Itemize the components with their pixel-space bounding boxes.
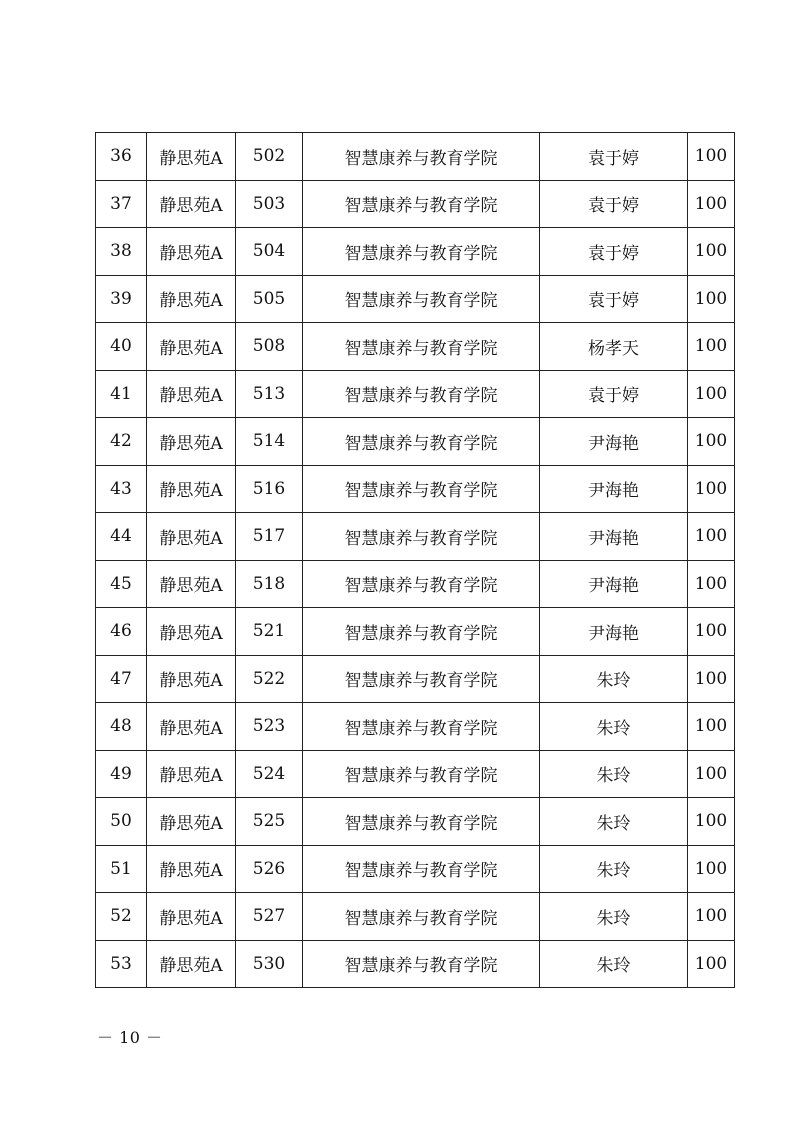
cell-score: 100 (688, 845, 735, 893)
cell-room: 527 (236, 893, 303, 941)
cell-building: 静思苑A (147, 845, 236, 893)
table-row (96, 655, 735, 703)
cell-person: 尹海艳 (540, 418, 688, 466)
cell-number: 36 (96, 133, 147, 181)
cell-room: 521 (236, 608, 303, 656)
cell-room: 518 (236, 560, 303, 608)
cell-score: 100 (688, 180, 735, 228)
cell-college: 智慧康养与教育学院 (303, 513, 540, 561)
cell-score: 100 (688, 228, 735, 276)
table-body (96, 133, 735, 988)
cell-number: 47 (96, 655, 147, 703)
cell-college: 智慧康养与教育学院 (303, 323, 540, 371)
cell-score: 100 (688, 560, 735, 608)
cell-score: 100 (688, 893, 735, 941)
cell-college: 智慧康养与教育学院 (303, 655, 540, 703)
cell-number: 37 (96, 180, 147, 228)
table-row (96, 133, 735, 181)
cell-building: 静思苑A (147, 418, 236, 466)
table-row (96, 560, 735, 608)
dormitory-score-table (95, 132, 735, 988)
cell-room: 530 (236, 940, 303, 988)
cell-building: 静思苑A (147, 133, 236, 181)
cell-score: 100 (688, 370, 735, 418)
cell-building: 静思苑A (147, 750, 236, 798)
cell-building: 静思苑A (147, 513, 236, 561)
cell-person: 尹海艳 (540, 513, 688, 561)
cell-college: 智慧康养与教育学院 (303, 940, 540, 988)
cell-college: 智慧康养与教育学院 (303, 608, 540, 656)
cell-person: 袁于婷 (540, 275, 688, 323)
cell-room: 513 (236, 370, 303, 418)
cell-person: 杨孝天 (540, 323, 688, 371)
cell-score: 100 (688, 465, 735, 513)
cell-room: 516 (236, 465, 303, 513)
cell-room: 508 (236, 323, 303, 371)
cell-person: 朱玲 (540, 655, 688, 703)
table-row (96, 418, 735, 466)
cell-number: 49 (96, 750, 147, 798)
cell-score: 100 (688, 798, 735, 846)
cell-number: 48 (96, 703, 147, 751)
cell-room: 524 (236, 750, 303, 798)
cell-number: 43 (96, 465, 147, 513)
cell-score: 100 (688, 655, 735, 703)
cell-number: 41 (96, 370, 147, 418)
cell-number: 52 (96, 893, 147, 941)
cell-building: 静思苑A (147, 703, 236, 751)
cell-person: 袁于婷 (540, 370, 688, 418)
cell-person: 朱玲 (540, 798, 688, 846)
cell-number: 50 (96, 798, 147, 846)
cell-score: 100 (688, 940, 735, 988)
cell-room: 504 (236, 228, 303, 276)
cell-room: 502 (236, 133, 303, 181)
cell-building: 静思苑A (147, 323, 236, 371)
cell-room: 525 (236, 798, 303, 846)
cell-room: 523 (236, 703, 303, 751)
cell-college: 智慧康养与教育学院 (303, 845, 540, 893)
cell-college: 智慧康养与教育学院 (303, 133, 540, 181)
cell-score: 100 (688, 750, 735, 798)
table-row (96, 893, 735, 941)
cell-college: 智慧康养与教育学院 (303, 275, 540, 323)
cell-college: 智慧康养与教育学院 (303, 370, 540, 418)
cell-number: 51 (96, 845, 147, 893)
cell-building: 静思苑A (147, 608, 236, 656)
cell-score: 100 (688, 513, 735, 561)
cell-number: 42 (96, 418, 147, 466)
cell-building: 静思苑A (147, 465, 236, 513)
cell-score: 100 (688, 323, 735, 371)
cell-room: 522 (236, 655, 303, 703)
cell-college: 智慧康养与教育学院 (303, 750, 540, 798)
cell-building: 静思苑A (147, 655, 236, 703)
table-row (96, 845, 735, 893)
cell-college: 智慧康养与教育学院 (303, 465, 540, 513)
table-row (96, 608, 735, 656)
table-row (96, 703, 735, 751)
cell-building: 静思苑A (147, 893, 236, 941)
cell-person: 朱玲 (540, 750, 688, 798)
cell-college: 智慧康养与教育学院 (303, 418, 540, 466)
cell-person: 袁于婷 (540, 133, 688, 181)
cell-number: 38 (96, 228, 147, 276)
cell-college: 智慧康养与教育学院 (303, 560, 540, 608)
table-row (96, 370, 735, 418)
cell-person: 尹海艳 (540, 608, 688, 656)
cell-number: 46 (96, 608, 147, 656)
cell-number: 53 (96, 940, 147, 988)
table-row (96, 940, 735, 988)
table-row (96, 180, 735, 228)
cell-person: 袁于婷 (540, 228, 688, 276)
cell-building: 静思苑A (147, 370, 236, 418)
cell-number: 45 (96, 560, 147, 608)
cell-building: 静思苑A (147, 228, 236, 276)
cell-person: 朱玲 (540, 893, 688, 941)
cell-college: 智慧康养与教育学院 (303, 703, 540, 751)
cell-number: 40 (96, 323, 147, 371)
cell-person: 朱玲 (540, 940, 688, 988)
cell-score: 100 (688, 608, 735, 656)
cell-score: 100 (688, 275, 735, 323)
cell-score: 100 (688, 703, 735, 751)
cell-person: 尹海艳 (540, 560, 688, 608)
cell-person: 袁于婷 (540, 180, 688, 228)
cell-college: 智慧康养与教育学院 (303, 180, 540, 228)
cell-building: 静思苑A (147, 560, 236, 608)
cell-number: 44 (96, 513, 147, 561)
cell-building: 静思苑A (147, 180, 236, 228)
cell-person: 朱玲 (540, 703, 688, 751)
cell-building: 静思苑A (147, 940, 236, 988)
cell-score: 100 (688, 418, 735, 466)
cell-score: 100 (688, 133, 735, 181)
cell-room: 526 (236, 845, 303, 893)
cell-room: 517 (236, 513, 303, 561)
cell-college: 智慧康养与教育学院 (303, 798, 540, 846)
table-row (96, 750, 735, 798)
page-number: － 10 － (97, 1028, 163, 1047)
table-row (96, 323, 735, 371)
table-row (96, 228, 735, 276)
cell-college: 智慧康养与教育学院 (303, 228, 540, 276)
cell-college: 智慧康养与教育学院 (303, 893, 540, 941)
cell-building: 静思苑A (147, 798, 236, 846)
cell-room: 503 (236, 180, 303, 228)
cell-room: 505 (236, 275, 303, 323)
cell-person: 朱玲 (540, 845, 688, 893)
table-row (96, 465, 735, 513)
cell-person: 尹海艳 (540, 465, 688, 513)
cell-room: 514 (236, 418, 303, 466)
table-row (96, 798, 735, 846)
cell-building: 静思苑A (147, 275, 236, 323)
table-row (96, 275, 735, 323)
table-row (96, 513, 735, 561)
cell-number: 39 (96, 275, 147, 323)
